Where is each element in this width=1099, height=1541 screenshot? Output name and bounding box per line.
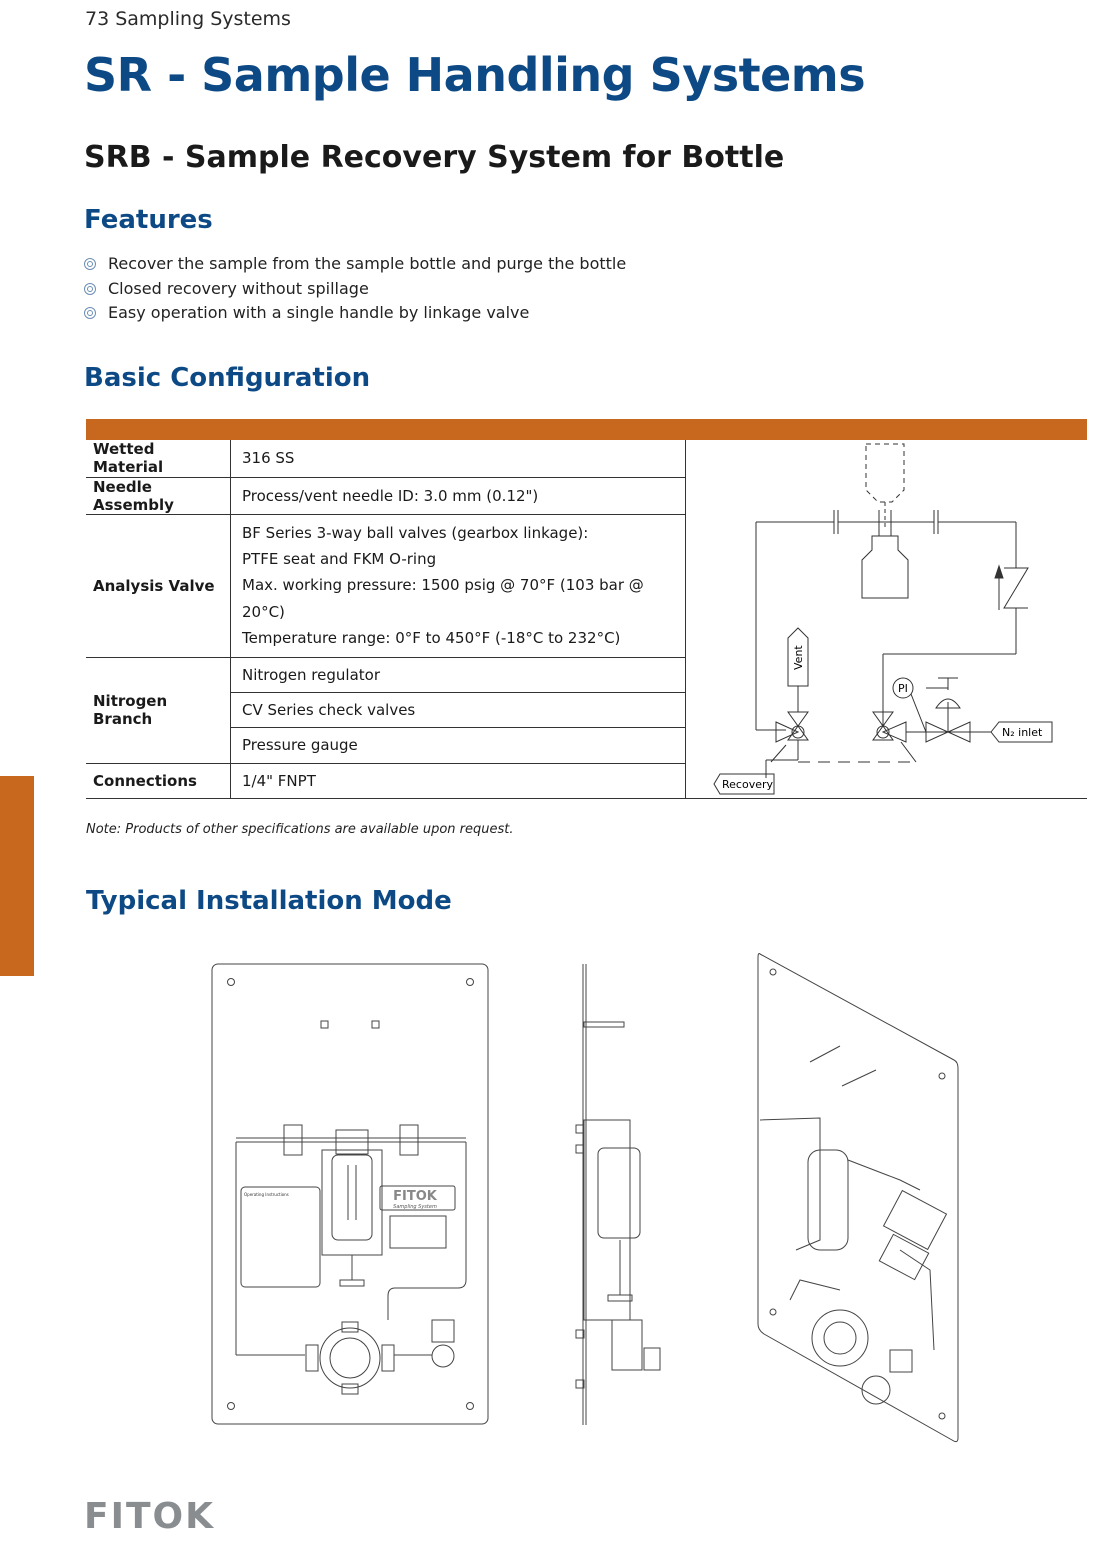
row-label: Wetted Material bbox=[86, 440, 231, 477]
table-row bbox=[86, 440, 686, 477]
page-header: 73 Sampling Systems bbox=[85, 8, 291, 30]
row-label: Needle Assembly bbox=[86, 477, 231, 514]
row-value: 1/4" FNPT bbox=[231, 763, 686, 798]
bottle-outline bbox=[866, 444, 904, 502]
footer-logo: FITOK bbox=[84, 1496, 216, 1537]
installation-heading: Typical Installation Mode bbox=[86, 886, 452, 916]
row-value: 316 SS bbox=[231, 440, 686, 477]
n2-inlet-label: N₂ inlet bbox=[1002, 726, 1043, 739]
brand-plate-sub: Sampling System bbox=[393, 1204, 437, 1210]
row-label: Analysis Valve bbox=[86, 514, 231, 657]
table-row bbox=[86, 477, 686, 514]
instructions-plate bbox=[241, 1187, 320, 1287]
schematic-diagram bbox=[686, 440, 1087, 800]
feature-item: Closed recovery without spillage bbox=[84, 277, 626, 302]
instructions-title: Operating Instructions bbox=[244, 1192, 289, 1197]
sample-bottle bbox=[862, 536, 908, 598]
divider bbox=[686, 798, 1087, 799]
vent-label: Vent bbox=[792, 645, 805, 670]
row-value: CV Series check valves bbox=[231, 692, 686, 727]
brand-plate-label: FITOK bbox=[393, 1189, 437, 1204]
feature-item: Recover the sample from the sample bottle and purge the bottle bbox=[84, 252, 626, 277]
table-header-bar bbox=[86, 419, 1087, 440]
bullet-icon bbox=[84, 283, 96, 295]
basic-config-heading: Basic Configuration bbox=[84, 363, 371, 393]
features-heading: Features bbox=[84, 205, 213, 235]
bullet-icon bbox=[84, 307, 96, 319]
feature-item: Easy operation with a single handle by linkage valve bbox=[84, 301, 626, 326]
row-value: Nitrogen regulator bbox=[231, 657, 686, 692]
installation-drawings bbox=[200, 950, 980, 1450]
page-subtitle: SRB - Sample Recovery System for Bottle bbox=[84, 140, 785, 175]
table-row bbox=[86, 763, 686, 798]
side-tab bbox=[0, 776, 34, 976]
isometric-panel bbox=[758, 954, 958, 1442]
row-value: BF Series 3-way ball valves (gearbox linkage): PTFE seat and FKM O-ring Max. working pressure: 1500 psig @ 70°F (103 bar @ 20°C) Temperature range: 0°F to 450°F (-18°C to 232°C) bbox=[231, 514, 686, 657]
pi-label: PI bbox=[898, 682, 908, 695]
table-row bbox=[86, 514, 686, 657]
bullet-icon bbox=[84, 258, 96, 270]
spec-table bbox=[86, 440, 686, 799]
row-label: Nitrogen Branch bbox=[86, 657, 231, 763]
recovery-label: Recovery bbox=[722, 778, 774, 791]
note-text: Note: Products of other specifications are available upon request. bbox=[86, 822, 514, 837]
page-title: SR - Sample Handling Systems bbox=[84, 48, 866, 102]
table-row bbox=[86, 657, 686, 692]
features-list bbox=[84, 252, 626, 326]
row-label: Connections bbox=[86, 763, 231, 798]
row-value: Pressure gauge bbox=[231, 727, 686, 763]
row-value: Process/vent needle ID: 3.0 mm (0.12") bbox=[231, 477, 686, 514]
